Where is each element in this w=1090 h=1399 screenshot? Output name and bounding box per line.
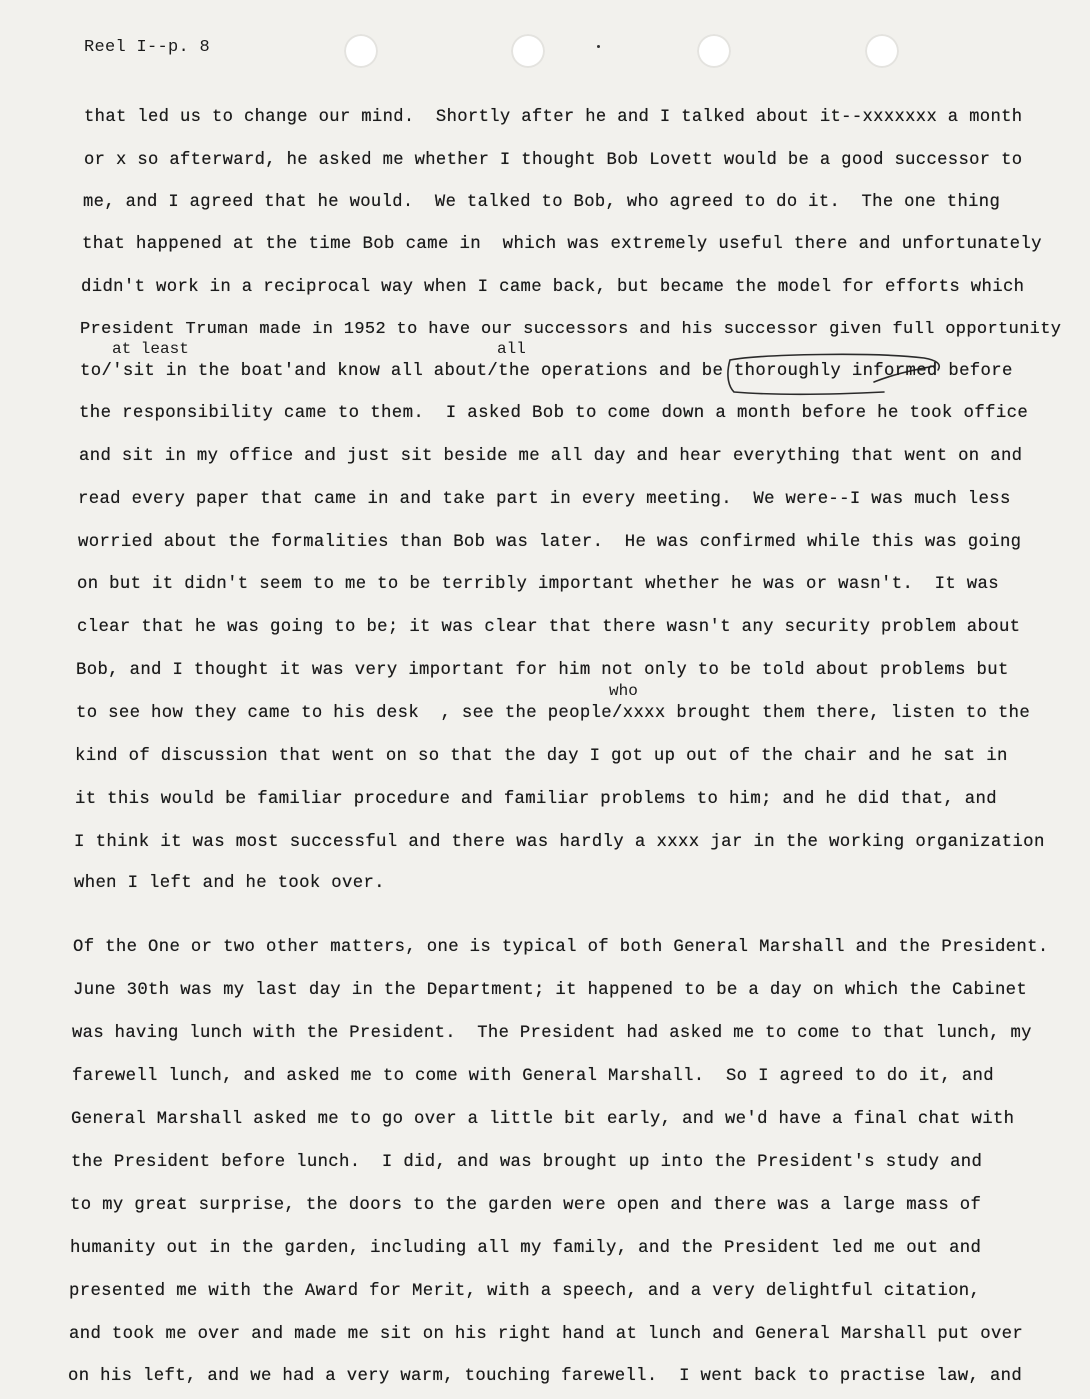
text-line: that led us to change our mind. Shortly after he and I talked about it--xxxxxxx a month [84, 108, 1023, 127]
text-line: farewell lunch, and asked me to come with General Marshall. So I agreed to do it, and [72, 1067, 994, 1086]
punch-hole [865, 34, 899, 68]
text-line: to my great surprise, the doors to the garden were open and there was a large mass of [70, 1196, 982, 1215]
text-line: clear that he was going to be; it was clear that there wasn't any security problem about [77, 618, 1021, 637]
text-line: read every paper that came in and take part in every meeting. We were--I was much less [78, 490, 1011, 509]
text-line: it this would be familiar procedure and familiar problems to him; and he did that, and [75, 790, 997, 809]
text-line: and sit in my office and just sit beside me all day and hear everything that went on and [79, 447, 1023, 466]
ink-dot [597, 45, 600, 48]
text-line: and took me over and made me sit on his right hand at lunch and General Marshall put over [69, 1325, 1024, 1344]
insertion-at-least: at least [112, 340, 189, 358]
text-line: when I left and he took over. [74, 874, 385, 893]
insertion-all: all [497, 340, 526, 358]
text-line: I think it was most successful and there was hardly a xxxx jar in the working organization [74, 833, 1045, 852]
text-line: to see how they came to his desk , see the people/xxxx brought them there, listen to the [76, 704, 1031, 723]
text-line: or x so afterward, he asked me whether I thought Bob Lovett would be a good successor to [84, 151, 1023, 170]
text-line: kind of discussion that went on so that the day I got up out of the chair and he sat in [75, 747, 1008, 766]
text-line: was having lunch with the President. The President had asked me to come to that lunch, my [72, 1024, 1032, 1043]
text-line: didn't work in a reciprocal way when I came back, but became the model for efforts which [81, 278, 1025, 297]
text-line: General Marshall asked me to go over a little bit early, and we'd have a final chat with [71, 1110, 1015, 1129]
text-line: me, and I agreed that he would. We talked to Bob, who agreed to do it. The one thing [83, 193, 1001, 212]
text-line: on his left, and we had a very warm, touching farewell. I went back to practise law, and [68, 1367, 1023, 1386]
punch-hole [344, 34, 378, 68]
text-line: the President before lunch. I did, and was brought up into the President's study and [71, 1153, 983, 1172]
text-line: presented me with the Award for Merit, with a speech, and a very delightful citation, [69, 1282, 981, 1301]
punch-hole [511, 34, 545, 68]
text-line: Bob, and I thought it was very important for him not only to be told about problems but [76, 661, 1009, 680]
text-line: Of the One or two other matters, one is typical of both General Marshall and the President. [73, 938, 1049, 957]
text-line: humanity out in the garden, including all my family, and the President led me out and [70, 1239, 982, 1258]
text-line: to/'sit in the boat'and know all about/the operations and be thoroughly informed before [80, 362, 1013, 381]
insertion-who: who [609, 682, 638, 700]
text-line: President Truman made in 1952 to have our successors and his successor given full opportunity [80, 320, 1062, 339]
text-line: on but it didn't seem to me to be terribly important whether he was or wasn't. It was [77, 575, 999, 594]
text-line: worried about the formalities than Bob was later. He was confirmed while this was going [78, 533, 1022, 552]
punch-hole [697, 34, 731, 68]
page-header: Reel I--p. 8 [84, 38, 211, 57]
text-line: June 30th was my last day in the Department; it happened to be a day on which the Cabinet [73, 981, 1028, 1000]
text-line: the responsibility came to them. I asked Bob to come down a month before he took office [79, 404, 1029, 423]
text-line: that happened at the time Bob came in which was extremely useful there and unfortunately [82, 235, 1042, 254]
